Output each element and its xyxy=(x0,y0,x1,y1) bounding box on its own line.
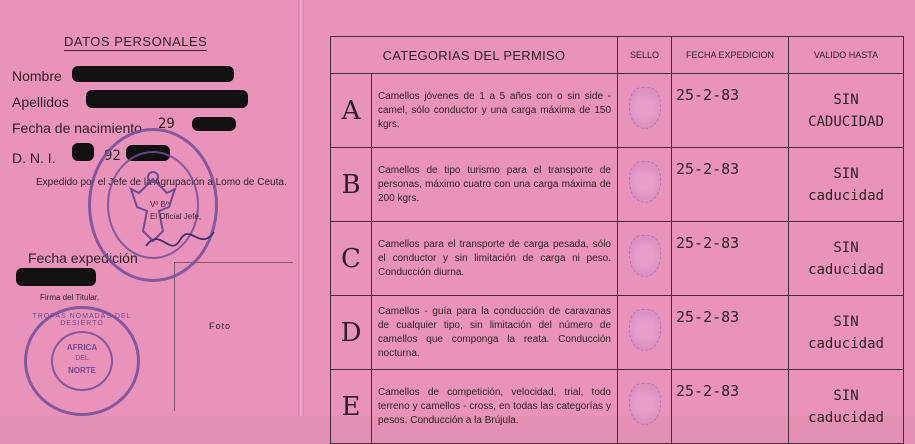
valido-line-1: SIN xyxy=(833,313,859,330)
header-valido: VALIDO HASTA xyxy=(789,37,904,74)
tropas-stamp-outer-text: TROPAS NOMADAS DEL DESIERTO xyxy=(32,313,132,327)
valido-line-2: caducidad xyxy=(808,335,884,352)
photo-label: Foto xyxy=(209,321,232,331)
category-description: Camellos para el transporte de carga pesada, sólo el conductor y sin limitación de carga ni peso. Conducción diurna. xyxy=(372,222,618,296)
valido-cell xyxy=(789,148,904,222)
valido-line-1: SIN xyxy=(833,239,859,256)
category-description: Camellos - guía para la conducción de caravanas de cualquier tipo, sin limitación del número de camellos que componga la reata. Conducción nocturna. xyxy=(372,296,618,370)
sello-cell xyxy=(618,222,672,296)
header-fecha: FECHA EXPEDICION xyxy=(672,37,789,74)
personal-data-page xyxy=(0,0,298,416)
oficial-jefe-text: El Oficial Jefe, xyxy=(150,212,202,221)
valido-line-2: caducidad xyxy=(808,261,884,278)
category-letter: D xyxy=(331,296,372,370)
valido-line-1: SIN xyxy=(833,165,859,182)
fecha-cell: 25-2-83 xyxy=(672,74,789,148)
category-description: Camellos de competición, velocidad, trial, todo terreno y camellos - cross, en todas las categorías y pesos. Conducción a la Brújula. xyxy=(372,370,618,444)
nombre-label: Nombre xyxy=(12,68,62,84)
valido-line-1: SIN xyxy=(833,387,859,404)
vb-text: Vº Bº xyxy=(150,200,169,209)
table-row xyxy=(331,296,904,370)
table-row xyxy=(331,370,904,444)
tropas-nomadas-stamp xyxy=(24,306,140,416)
valido-line-1: SIN xyxy=(833,91,859,108)
coat-of-arms-stamp-icon xyxy=(629,87,661,129)
sello-cell xyxy=(618,296,672,370)
category-description: Camellos jóvenes de 1 a 5 años con o sin side - camel, sólo conductor y una carga máxima de 150 kgrs. xyxy=(372,74,618,148)
personal-data-title: DATOS PERSONALES xyxy=(64,34,208,49)
fecha-cell: 25-2-83 xyxy=(672,370,789,444)
coat-of-arms-stamp-icon xyxy=(629,383,661,425)
tropas-stamp-center-3: NORTE xyxy=(68,366,96,375)
apellidos-label: Apellidos xyxy=(12,94,69,110)
fecha-nacimiento-value: 29 xyxy=(158,116,175,132)
fecha-nacimiento-label: Fecha de nacimiento xyxy=(12,120,142,136)
valido-line-2: CADUCIDAD xyxy=(808,113,884,130)
signature-scribble-icon xyxy=(140,222,220,262)
sello-cell xyxy=(618,74,672,148)
category-letter: A xyxy=(331,74,372,148)
coat-of-arms-stamp-icon xyxy=(629,235,661,277)
dni-value: 92 xyxy=(104,148,121,164)
sello-cell xyxy=(618,370,672,444)
nombre-redaction xyxy=(72,66,234,82)
table-header-row xyxy=(331,37,904,74)
header-categorias: CATEGORIAS DEL PERMISO xyxy=(331,37,618,74)
coat-of-arms-stamp-icon xyxy=(629,161,661,203)
fecha-nacimiento-redaction xyxy=(192,117,236,131)
category-letter: E xyxy=(331,370,372,444)
valido-cell xyxy=(789,74,904,148)
table-row xyxy=(331,222,904,296)
tropas-stamp-center-1: AFRICA xyxy=(66,343,98,352)
dni-label: D. N. I. xyxy=(12,150,56,166)
valido-cell xyxy=(789,222,904,296)
photo-box xyxy=(174,262,293,411)
table-row xyxy=(331,74,904,148)
valido-line-2: caducidad xyxy=(808,409,884,426)
fecha-cell: 25-2-83 xyxy=(672,222,789,296)
category-letter: C xyxy=(331,222,372,296)
firma-label: Firma del Titular, xyxy=(40,293,100,302)
permit-categories-table xyxy=(330,36,904,444)
valido-cell xyxy=(789,296,904,370)
fecha-expedicion-label: Fecha expedición xyxy=(28,250,138,266)
fecha-expedicion-redaction xyxy=(16,268,96,286)
category-letter: B xyxy=(331,148,372,222)
fecha-cell: 25-2-83 xyxy=(672,296,789,370)
valido-line-2: caducidad xyxy=(808,187,884,204)
expedido-text: Expedido por el Jefe de la Agrupación a Lomo de Ceuta. xyxy=(36,177,287,188)
apellidos-redaction xyxy=(86,90,248,108)
coat-of-arms-stamp-icon xyxy=(629,309,661,351)
header-sello: SELLO xyxy=(618,37,672,74)
valido-cell xyxy=(789,370,904,444)
tropas-stamp-center-2: DEL xyxy=(75,355,89,362)
category-description: Camellos de tipo turismo para el transporte de personas, máximo cuatro con una carga máxima de 200 kgrs. xyxy=(372,148,618,222)
table-row xyxy=(331,148,904,222)
fecha-cell: 25-2-83 xyxy=(672,148,789,222)
sello-cell xyxy=(618,148,672,222)
permit-categories-page xyxy=(304,0,915,426)
